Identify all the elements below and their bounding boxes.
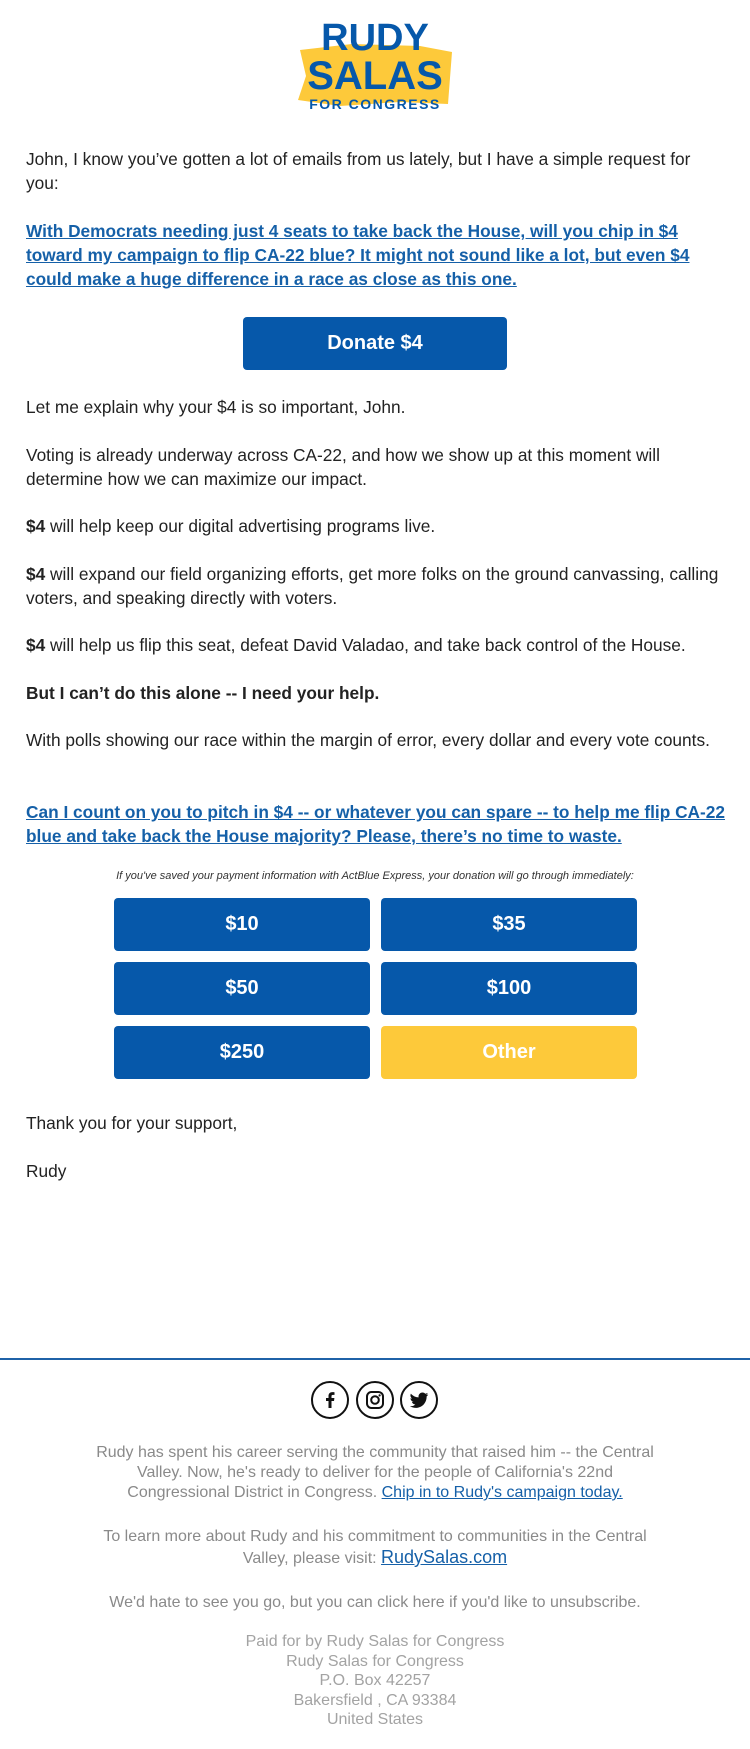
- actblue-express-note: If you've saved your payment information with ActBlue Express, your donation will go through immediately:: [116, 870, 634, 882]
- point-advertising: [26, 514, 726, 538]
- rudysalas-link[interactable]: RudySalas.com: [381, 1547, 508, 1567]
- instagram-link[interactable]: [356, 1381, 394, 1419]
- paid-line: United States: [326, 1711, 424, 1728]
- pitch-link[interactable]: Can I count on you to pitch in $4 -- or whatever you can spare -- to help me flip CA-22 blue and take back the House majority? Please, there’s no time to waste.: [26, 802, 726, 846]
- polls-text: With polls showing our race within the margin of error, every dollar and every vote counts.: [26, 730, 710, 750]
- paid-line: Bakersfield , CA 93384: [293, 1691, 457, 1709]
- donate-50-button[interactable]: $50: [114, 962, 370, 1015]
- signature: Rudy: [26, 1161, 67, 1181]
- instagram-icon: [364, 1389, 386, 1411]
- rudy-salas-logo: [0, 6, 750, 116]
- donate-4-button[interactable]: Donate $4: [243, 317, 507, 370]
- footer-learn: [90, 1527, 660, 1569]
- ask-link[interactable]: With Democrats needing just 4 seats to take back the House, will you chip in $4 toward my campaign to flip CA-22 blue? It might not sound like a lot, but even $4 could make a huge difference in a race as close as this one.: [26, 221, 690, 289]
- explain-text: Let me explain why your $4 is so important, John.: [26, 397, 406, 417]
- intro-text: John, I know you’ve gotten a lot of emails from us lately, but I have a simple request for you:: [26, 149, 691, 193]
- point-text: will help us flip this seat, defeat David Valadao, and take back control of the House.: [45, 635, 686, 655]
- twitter-icon: [408, 1389, 430, 1411]
- twitter-link[interactable]: [400, 1381, 438, 1419]
- point-field: [26, 562, 726, 610]
- logo-line3: FOR CONGRESS: [309, 96, 441, 112]
- point-amount: $4: [26, 564, 46, 584]
- donate-other-button[interactable]: Other: [381, 1026, 637, 1079]
- point-text: will expand our field organizing efforts, get more folks on the ground canvassing, calling voters, and speaking directly with voters.: [26, 564, 719, 608]
- footer-learn-text: To learn more about Rudy and his commitment to communities in the Central Valley, please visit:: [103, 1528, 647, 1567]
- facebook-icon: [320, 1390, 340, 1410]
- donate-35-button[interactable]: $35: [381, 898, 637, 951]
- donate-250-button[interactable]: $250: [114, 1026, 370, 1079]
- point-amount: $4: [26, 635, 46, 655]
- logo-line2: SALAS: [307, 54, 443, 98]
- logo-line1: RUDY: [321, 17, 429, 59]
- paid-line: Paid for by Rudy Salas for Congress: [245, 1633, 505, 1650]
- footer-bio: [90, 1443, 660, 1503]
- point-amount: $4: [26, 516, 46, 536]
- unsubscribe-text[interactable]: We'd hate to see you go, but you can click here if you'd like to unsubscribe.: [109, 1594, 641, 1611]
- paid-line: P.O. Box 42257: [319, 1672, 431, 1689]
- alone-text: But I can’t do this alone -- I need your help.: [26, 683, 380, 703]
- point-text: will help keep our digital advertising programs live.: [45, 516, 436, 536]
- facebook-link[interactable]: [311, 1381, 349, 1419]
- footer-bio-text: Rudy has spent his career serving the community that raised him -- the Central Valley. Now, he's ready to deliver for the people of California's 22nd Congressional District in Congress.: [96, 1444, 654, 1501]
- voting-text: Voting is already underway across CA-22, and how we show up at this moment will determine how we can maximize our impact.: [26, 445, 660, 489]
- thanks-text: Thank you for your support,: [26, 1113, 238, 1133]
- paid-line: Rudy Salas for Congress: [286, 1652, 464, 1670]
- donate-100-button[interactable]: $100: [381, 962, 637, 1015]
- paid-for-block: [0, 1632, 750, 1730]
- donate-10-button[interactable]: $10: [114, 898, 370, 951]
- point-flip: [26, 633, 726, 657]
- footer-divider: [0, 1358, 750, 1360]
- chip-in-link[interactable]: Chip in to Rudy's campaign today.: [381, 1484, 623, 1501]
